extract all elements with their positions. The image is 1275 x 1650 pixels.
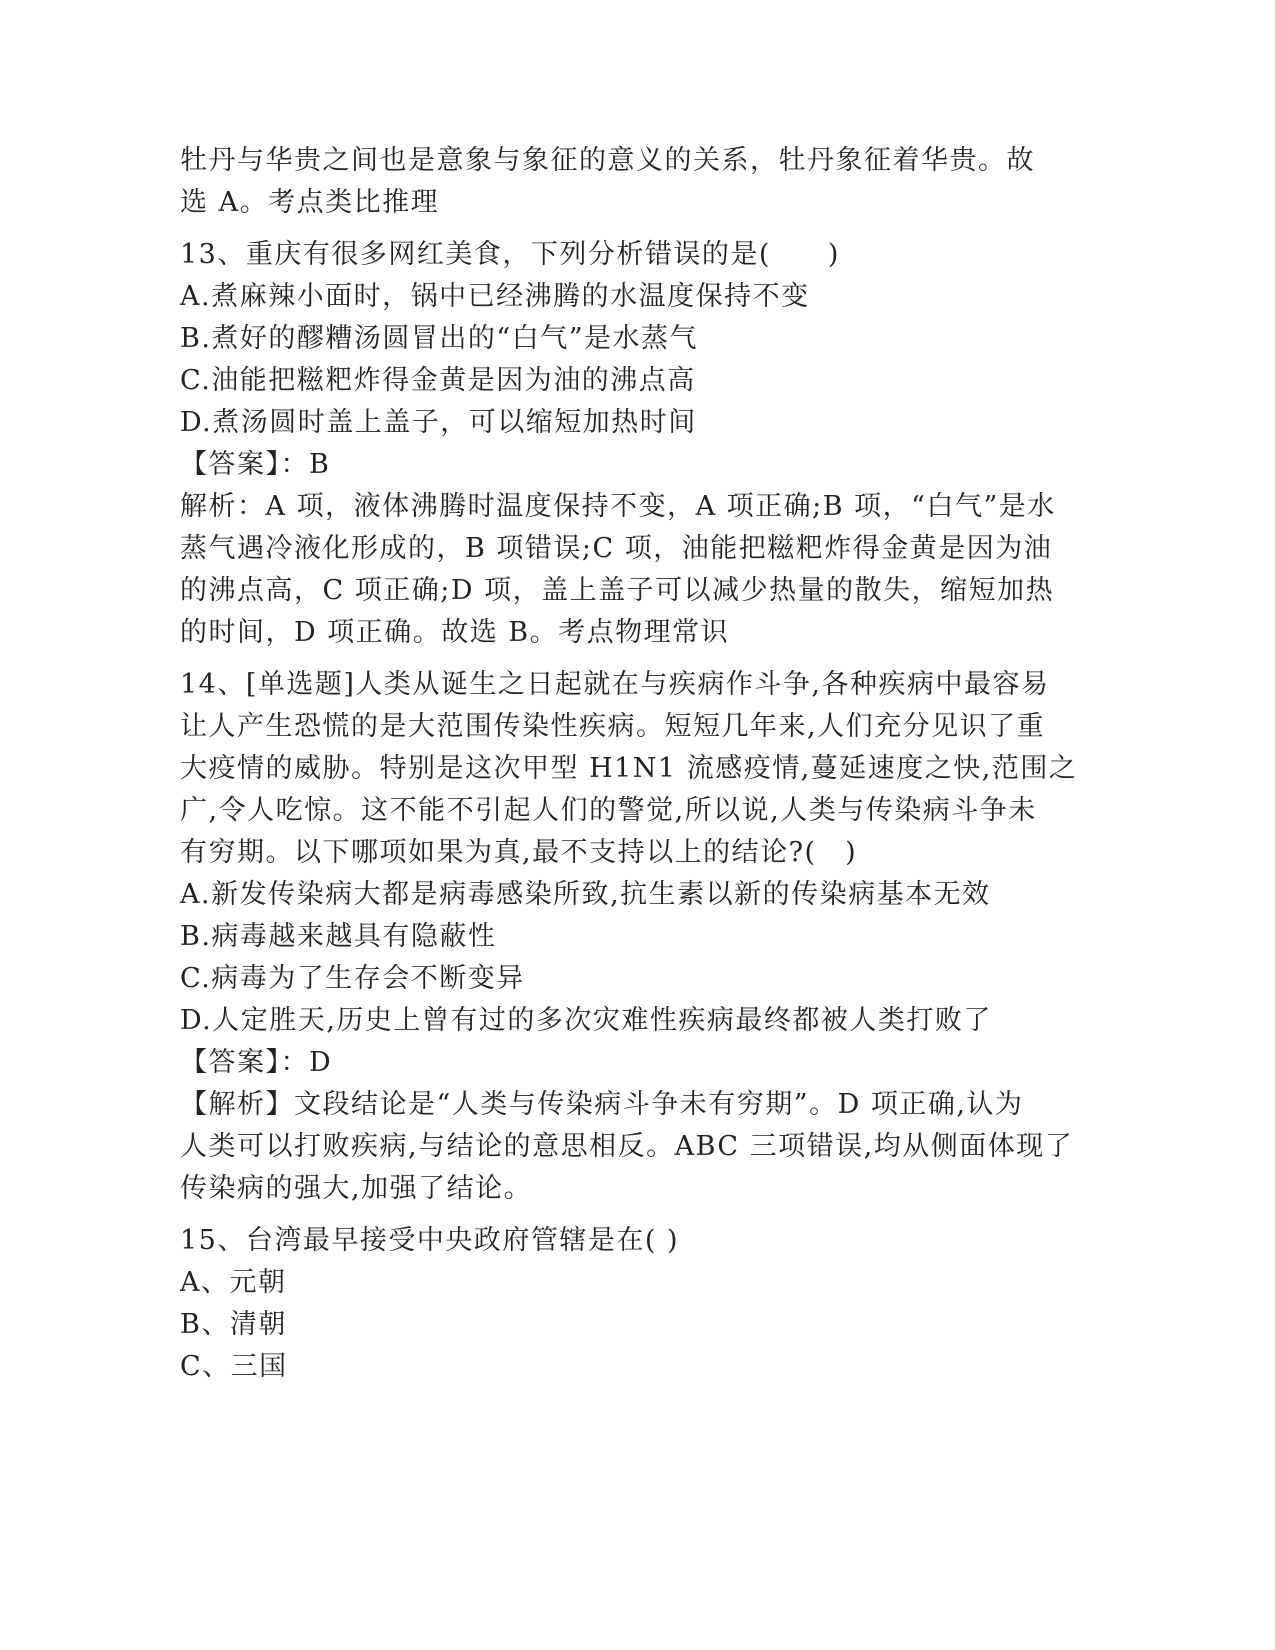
analysis-line: 【解析】文段结论是“人类与传染病斗争未有穷期”。D 项正确,认为 <box>180 1089 1024 1120</box>
analysis-line: 的沸点高，C 项正确;D 项，盖上盖子可以减少热量的散失，缩短加热 <box>180 575 1055 606</box>
question-stem-line: 让人产生恐慌的是大范围传染性疾病。短短几年来,人们充分见识了重 <box>180 711 1046 742</box>
option-b: B.病毒越来越具有隐蔽性 <box>180 921 497 952</box>
answer-line: 【答案】：D <box>180 1047 333 1078</box>
question-12-explanation-tail <box>180 140 1050 224</box>
question-14 <box>180 664 1078 1210</box>
option-b: B、清朝 <box>180 1309 287 1340</box>
analysis-line: 传染病的强大,加强了结论。 <box>180 1173 533 1204</box>
explanation-line: 牡丹与华贵之间也是意象与象征的意义的关系，牡丹象征着华贵。故 <box>180 145 1035 176</box>
answer-line: 【答案】：B <box>180 449 331 480</box>
question-stem: 13、重庆有很多网红美食，下列分析错误的是( ) <box>180 239 840 270</box>
question-stem-line: 大疫情的威胁。特别是这次甲型 H1N1 流感疫情,蔓延速度之快,范围之 <box>180 753 1078 784</box>
analysis-line: 人类可以打败疾病,与结论的意思相反。ABC 三项错误,均从侧面体现了 <box>180 1131 1074 1162</box>
question-stem-line: 有穷期。以下哪项如果为真,最不支持以上的结论?( ) <box>180 837 858 868</box>
option-c: C.病毒为了生存会不断变异 <box>180 963 525 994</box>
option-b: B.煮好的醪糟汤圆冒出的“白气”是水蒸气 <box>180 323 699 354</box>
analysis-line: 蒸气遇冷液化形成的，B 项错误;C 项，油能把糍粑炸得金黄是因为油 <box>180 533 1053 564</box>
option-a: A、元朝 <box>180 1267 287 1298</box>
question-stem-line: 广,令人吃惊。这不能不引起人们的警觉,所以说,人类与传染病斗争未 <box>180 795 1037 826</box>
analysis-line: 解析：A 项，液体沸腾时温度保持不变，A 项正确;B 项，“白气”是水 <box>180 491 1056 522</box>
option-c: C、三国 <box>180 1351 288 1382</box>
option-c: C.油能把糍粑炸得金黄是因为油的沸点高 <box>180 365 696 396</box>
question-13 <box>180 234 1056 654</box>
option-d: D.煮汤圆时盖上盖子，可以缩短加热时间 <box>180 407 697 438</box>
document-page <box>180 140 1078 1398</box>
question-stem-line: 14、[单选题]人类从诞生之日起就在与疾病作斗争,各种疾病中最容易 <box>180 669 1050 700</box>
option-a: A.煮麻辣小面时，锅中已经沸腾的水温度保持不变 <box>180 281 810 312</box>
analysis-line: 的时间，D 项正确。故选 B。考点物理常识 <box>180 617 730 648</box>
option-d: D.人定胜天,历史上曾有过的多次灾难性疾病最终都被人类打败了 <box>180 1005 992 1036</box>
question-15 <box>180 1220 1050 1388</box>
question-stem: 15、台湾最早接受中央政府管辖是在( ) <box>180 1225 680 1256</box>
explanation-line: 选 A。考点类比推理 <box>180 187 440 218</box>
option-a: A.新发传染病大都是病毒感染所致,抗生素以新的传染病基本无效 <box>180 879 991 910</box>
